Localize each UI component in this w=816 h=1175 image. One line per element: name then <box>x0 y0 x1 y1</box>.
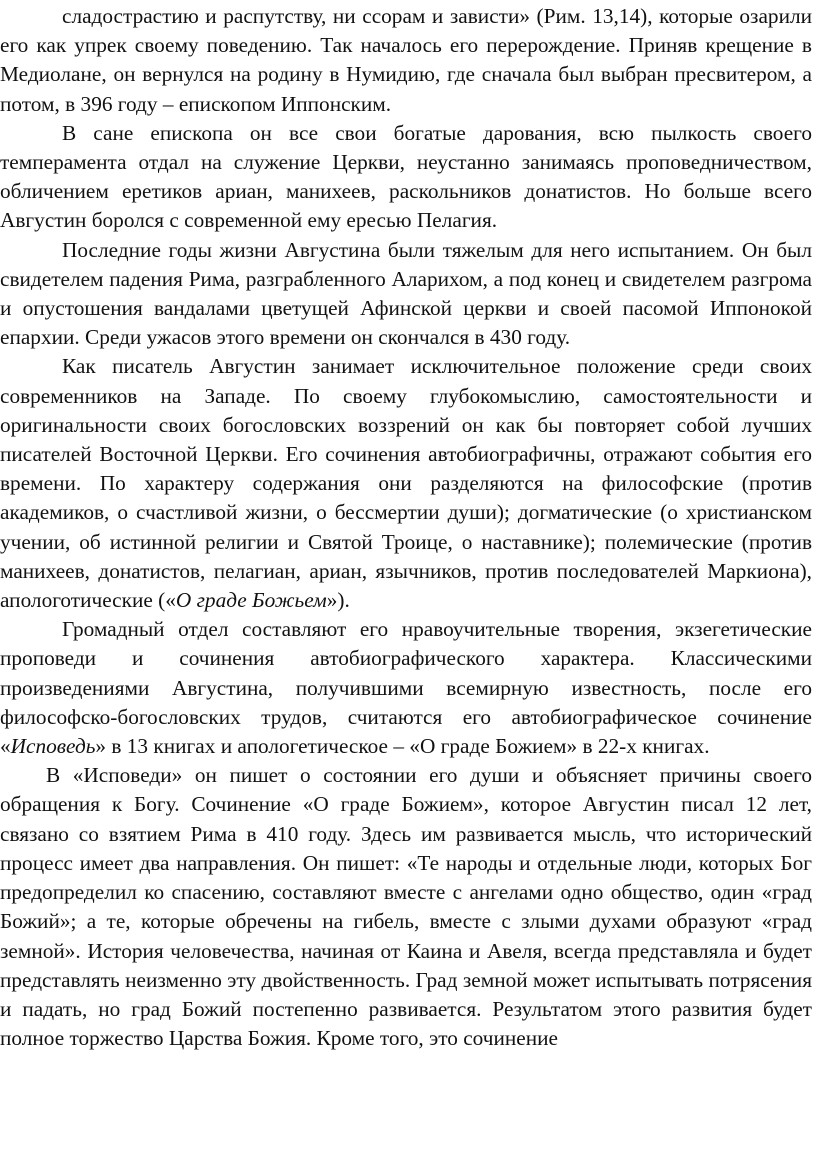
paragraph-text: В сане епископа он все свои богатые дарования, всю пылкость своего темперамента отдал на служение Церкви, неустанно занимаясь проповедничеством, обличением еретиков ариан, манихеев, раскольников донатистов. Но больше всего Августин боролся с современной ему ересью Пелагия. <box>0 120 812 233</box>
italic-title-text: Исповедь <box>10 734 96 759</box>
paragraph-3 <box>0 236 812 353</box>
paragraph-text: сладострастию и распутству, ни ссорам и зависти» (Рим. 13,14), которые озарили его как упрек своему поведению. Так началось его перерождение. Приняв крещение в Медиолане, он вернулся на родину в Нумидию, где сначала был выбран пресвитером, а потом, в 396 году – епископом Иппонским. <box>0 4 812 116</box>
paragraph-2 <box>0 119 812 236</box>
paragraph-text: Как писатель Августин занимает исключительное положение среди своих современников на Западе. По своему глубокомыслию, самостоятельности и оригинальности своих богословских воззрений он как бы повторяет собой лучших писателей Восточной Церкви. Его сочинения автобиографичны, отражают события его времени. По характеру содержания они разделяются на философские (против академиков, о счастливой жизни, о бессмертии души); догматические (о христианском учении, об истинной религии и Святой Троице, о наставнике); полемические (против манихеев, донатистов, пелагиан, ариан, язычников, против последователей Маркиона), апологотические (« <box>0 354 812 613</box>
paragraph-text: »). <box>326 588 350 613</box>
paragraph-5 <box>0 615 812 761</box>
paragraph-text: Громадный отдел составляют его нравоучительные творения, экзегетические проповеди и сочинения автобиографического характера. Классическими произведениями Августина, получившими всемирную известность, после его философско-богословских трудов, считаются его автобиографическое сочинение « <box>0 617 812 759</box>
paragraph-text: » в 13 книгах и апологетическое – «О граде Божием» в 22-х книгах. <box>95 734 710 759</box>
paragraph-text: В «Исповеди» он пишет о состоянии его души и объясняет причины своего обращения к Богу. Сочинение «О граде Божием», которое Августин писал 12 лет, связано со взятием Рима в 410 году. Здесь им развивается мысль, что исторический процесс имеет два направления. Он пишет: «Те народы и отдельные люди, которых Бог предопределил ко спасению, составляют вместе с ангелами одно общество, один «град Божий»; а те, которые обречены на гибель, вместе с злыми духами образуют «град земной». История человечества, начиная от Каина и Авеля, всегда представляла и будет представлять неизменно эту двойственность. Град земной может испытывать потрясения и падать, но град Божий постепенно развивается. Результатом этого развития будет полное торжество Царства Божия. Кроме того, это сочинение <box>0 763 812 1051</box>
paragraph-1 <box>0 2 812 119</box>
paragraph-6 <box>0 761 812 1053</box>
italic-title-text: О граде Божьем <box>175 588 327 613</box>
paragraph-4 <box>0 352 812 615</box>
paragraph-text: Последние годы жизни Августина были тяжелым для него испытанием. Он был свидетелем падения Рима, разграбленного Аларихом, а под конец и свидетелем разгрома и опустошения вандалами цветущей Афинской церкви и своей пасомой Иппонокой епархии. Среди ужасов этого времени он скончался в 430 году. <box>0 237 812 350</box>
